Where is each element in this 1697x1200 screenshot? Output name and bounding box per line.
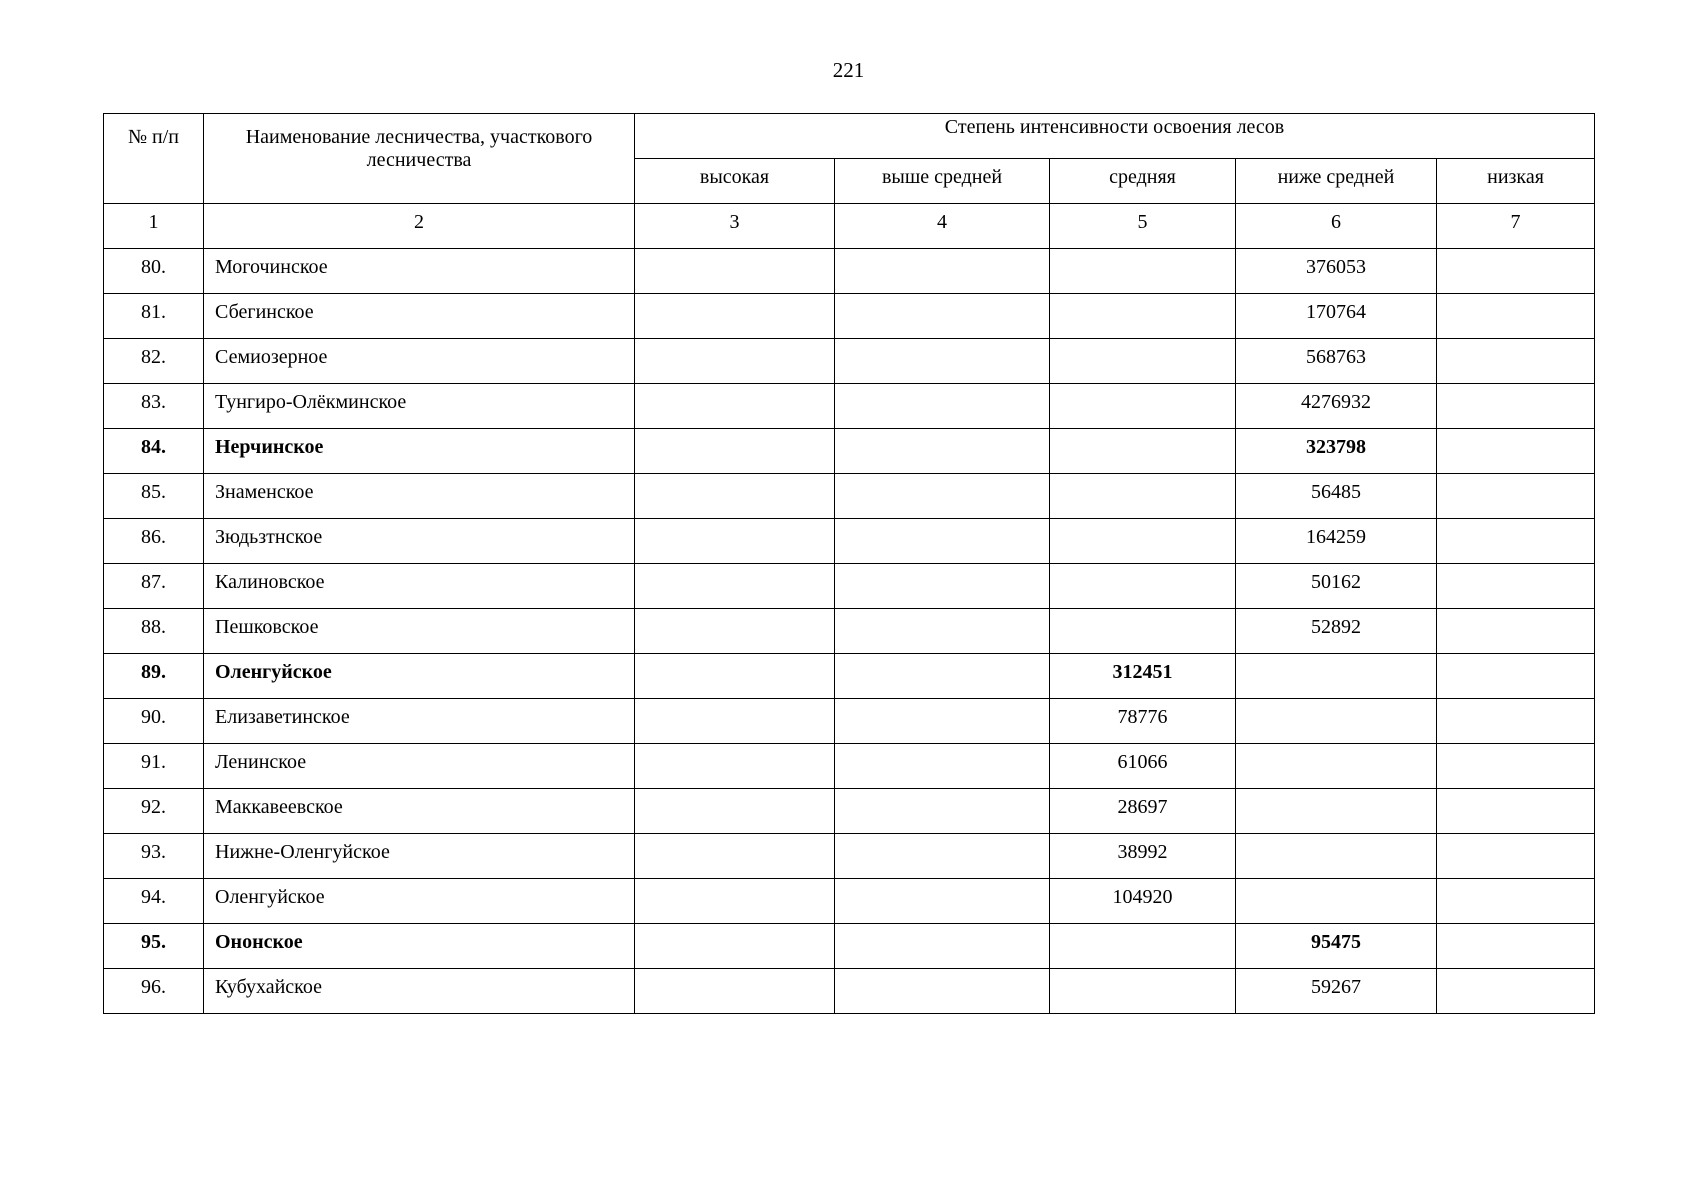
value-below-average: 323798 <box>1236 429 1437 474</box>
forestry-name: Елизаветинское <box>204 699 635 744</box>
header-below-average: ниже средней <box>1236 159 1437 204</box>
index-cell: 2 <box>204 204 635 249</box>
table-row <box>104 789 1595 834</box>
row-number: 95. <box>104 924 204 969</box>
value-above-average <box>835 744 1050 789</box>
value-high <box>635 969 835 1014</box>
value-below-average: 164259 <box>1236 519 1437 564</box>
forestry-name: Нерчинское <box>204 429 635 474</box>
value-average <box>1050 474 1236 519</box>
value-average <box>1050 609 1236 654</box>
value-above-average <box>835 699 1050 744</box>
page-number: 221 <box>832 58 865 82</box>
table-row <box>104 474 1595 519</box>
row-number: 86. <box>104 519 204 564</box>
forestry-name: Пешковское <box>204 609 635 654</box>
value-average <box>1050 564 1236 609</box>
row-number: 83. <box>104 384 204 429</box>
header-above-average: выше средней <box>835 159 1050 204</box>
forestry-name: Могочинское <box>204 249 635 294</box>
value-average <box>1050 339 1236 384</box>
value-above-average <box>835 654 1050 699</box>
value-average: 28697 <box>1050 789 1236 834</box>
value-above-average <box>835 834 1050 879</box>
value-high <box>635 699 835 744</box>
table-row-summary <box>104 429 1595 474</box>
value-above-average <box>835 879 1050 924</box>
value-average: 312451 <box>1050 654 1236 699</box>
value-high <box>635 564 835 609</box>
value-average <box>1050 294 1236 339</box>
value-above-average <box>835 609 1050 654</box>
value-high <box>635 924 835 969</box>
value-low <box>1437 789 1595 834</box>
forestry-name: Оленгуйское <box>204 654 635 699</box>
value-above-average <box>835 384 1050 429</box>
table-row <box>104 744 1595 789</box>
value-below-average <box>1236 834 1437 879</box>
value-below-average <box>1236 879 1437 924</box>
forestry-name: Маккавеевское <box>204 789 635 834</box>
value-below-average <box>1236 789 1437 834</box>
table-row <box>104 249 1595 294</box>
value-low <box>1437 879 1595 924</box>
header-name: Наименование лесничества, участкового лесничества <box>204 114 635 204</box>
value-below-average: 50162 <box>1236 564 1437 609</box>
value-average <box>1050 519 1236 564</box>
value-above-average <box>835 789 1050 834</box>
index-cell: 3 <box>635 204 835 249</box>
value-below-average <box>1236 699 1437 744</box>
forestry-name: Кубухайское <box>204 969 635 1014</box>
value-below-average: 568763 <box>1236 339 1437 384</box>
value-high <box>635 789 835 834</box>
value-low <box>1437 249 1595 294</box>
value-below-average <box>1236 744 1437 789</box>
value-low <box>1437 699 1595 744</box>
forestry-name: Тунгиро-Олёкминское <box>204 384 635 429</box>
forestry-name: Калиновское <box>204 564 635 609</box>
value-above-average <box>835 429 1050 474</box>
forestry-name: Оленгуйское <box>204 879 635 924</box>
row-number: 91. <box>104 744 204 789</box>
forestry-name: Ленинское <box>204 744 635 789</box>
value-high <box>635 654 835 699</box>
value-high <box>635 384 835 429</box>
value-average <box>1050 249 1236 294</box>
value-high <box>635 429 835 474</box>
value-low <box>1437 384 1595 429</box>
table-row <box>104 339 1595 384</box>
index-cell: 1 <box>104 204 204 249</box>
table-row-summary <box>104 924 1595 969</box>
header-average: средняя <box>1050 159 1236 204</box>
value-low <box>1437 474 1595 519</box>
index-cell: 7 <box>1437 204 1595 249</box>
header-index-row <box>104 204 1595 249</box>
header-group: Степень интенсивности освоения лесов <box>635 114 1595 159</box>
value-high <box>635 609 835 654</box>
value-below-average <box>1236 654 1437 699</box>
value-below-average: 376053 <box>1236 249 1437 294</box>
index-cell: 6 <box>1236 204 1437 249</box>
value-average <box>1050 969 1236 1014</box>
row-number: 84. <box>104 429 204 474</box>
table-row <box>104 294 1595 339</box>
value-average <box>1050 924 1236 969</box>
value-high <box>635 339 835 384</box>
value-below-average: 52892 <box>1236 609 1437 654</box>
forestry-name: Сбегинское <box>204 294 635 339</box>
row-number: 96. <box>104 969 204 1014</box>
table-row-summary <box>104 654 1595 699</box>
value-low <box>1437 519 1595 564</box>
row-number: 90. <box>104 699 204 744</box>
table-row <box>104 969 1595 1014</box>
value-above-average <box>835 564 1050 609</box>
value-low <box>1437 339 1595 384</box>
value-high <box>635 744 835 789</box>
value-low <box>1437 654 1595 699</box>
value-below-average: 56485 <box>1236 474 1437 519</box>
value-average: 104920 <box>1050 879 1236 924</box>
value-high <box>635 474 835 519</box>
value-below-average: 170764 <box>1236 294 1437 339</box>
forestry-name: Ононское <box>204 924 635 969</box>
table-row <box>104 609 1595 654</box>
table-row <box>104 879 1595 924</box>
value-below-average: 95475 <box>1236 924 1437 969</box>
value-high <box>635 519 835 564</box>
index-cell: 4 <box>835 204 1050 249</box>
value-high <box>635 294 835 339</box>
value-above-average <box>835 249 1050 294</box>
value-low <box>1437 744 1595 789</box>
value-high <box>635 249 835 294</box>
header-num: № п/п <box>104 114 204 204</box>
value-average: 38992 <box>1050 834 1236 879</box>
forestry-name: Знаменское <box>204 474 635 519</box>
table-row <box>104 384 1595 429</box>
value-average <box>1050 429 1236 474</box>
table-row <box>104 834 1595 879</box>
row-number: 93. <box>104 834 204 879</box>
row-number: 88. <box>104 609 204 654</box>
value-below-average: 59267 <box>1236 969 1437 1014</box>
header-high: высокая <box>635 159 835 204</box>
value-above-average <box>835 474 1050 519</box>
value-below-average: 4276932 <box>1236 384 1437 429</box>
index-cell: 5 <box>1050 204 1236 249</box>
value-average: 78776 <box>1050 699 1236 744</box>
value-low <box>1437 609 1595 654</box>
forestry-name: Семиозерное <box>204 339 635 384</box>
row-number: 87. <box>104 564 204 609</box>
row-number: 92. <box>104 789 204 834</box>
value-low <box>1437 564 1595 609</box>
forestry-name: Нижне-Оленгуйское <box>204 834 635 879</box>
table-row <box>104 564 1595 609</box>
forest-intensity-table <box>103 113 1595 1014</box>
value-average: 61066 <box>1050 744 1236 789</box>
value-above-average <box>835 339 1050 384</box>
table-row <box>104 699 1595 744</box>
value-low <box>1437 834 1595 879</box>
value-low <box>1437 429 1595 474</box>
value-above-average <box>835 969 1050 1014</box>
value-low <box>1437 969 1595 1014</box>
value-low <box>1437 294 1595 339</box>
value-high <box>635 879 835 924</box>
table-row <box>104 519 1595 564</box>
forestry-name: Зюдьзтнское <box>204 519 635 564</box>
value-above-average <box>835 519 1050 564</box>
header-low: низкая <box>1437 159 1595 204</box>
row-number: 94. <box>104 879 204 924</box>
row-number: 82. <box>104 339 204 384</box>
row-number: 85. <box>104 474 204 519</box>
value-above-average <box>835 294 1050 339</box>
row-number: 80. <box>104 249 204 294</box>
value-high <box>635 834 835 879</box>
value-average <box>1050 384 1236 429</box>
row-number: 81. <box>104 294 204 339</box>
header-row-main <box>104 114 1595 159</box>
row-number: 89. <box>104 654 204 699</box>
value-low <box>1437 924 1595 969</box>
value-above-average <box>835 924 1050 969</box>
